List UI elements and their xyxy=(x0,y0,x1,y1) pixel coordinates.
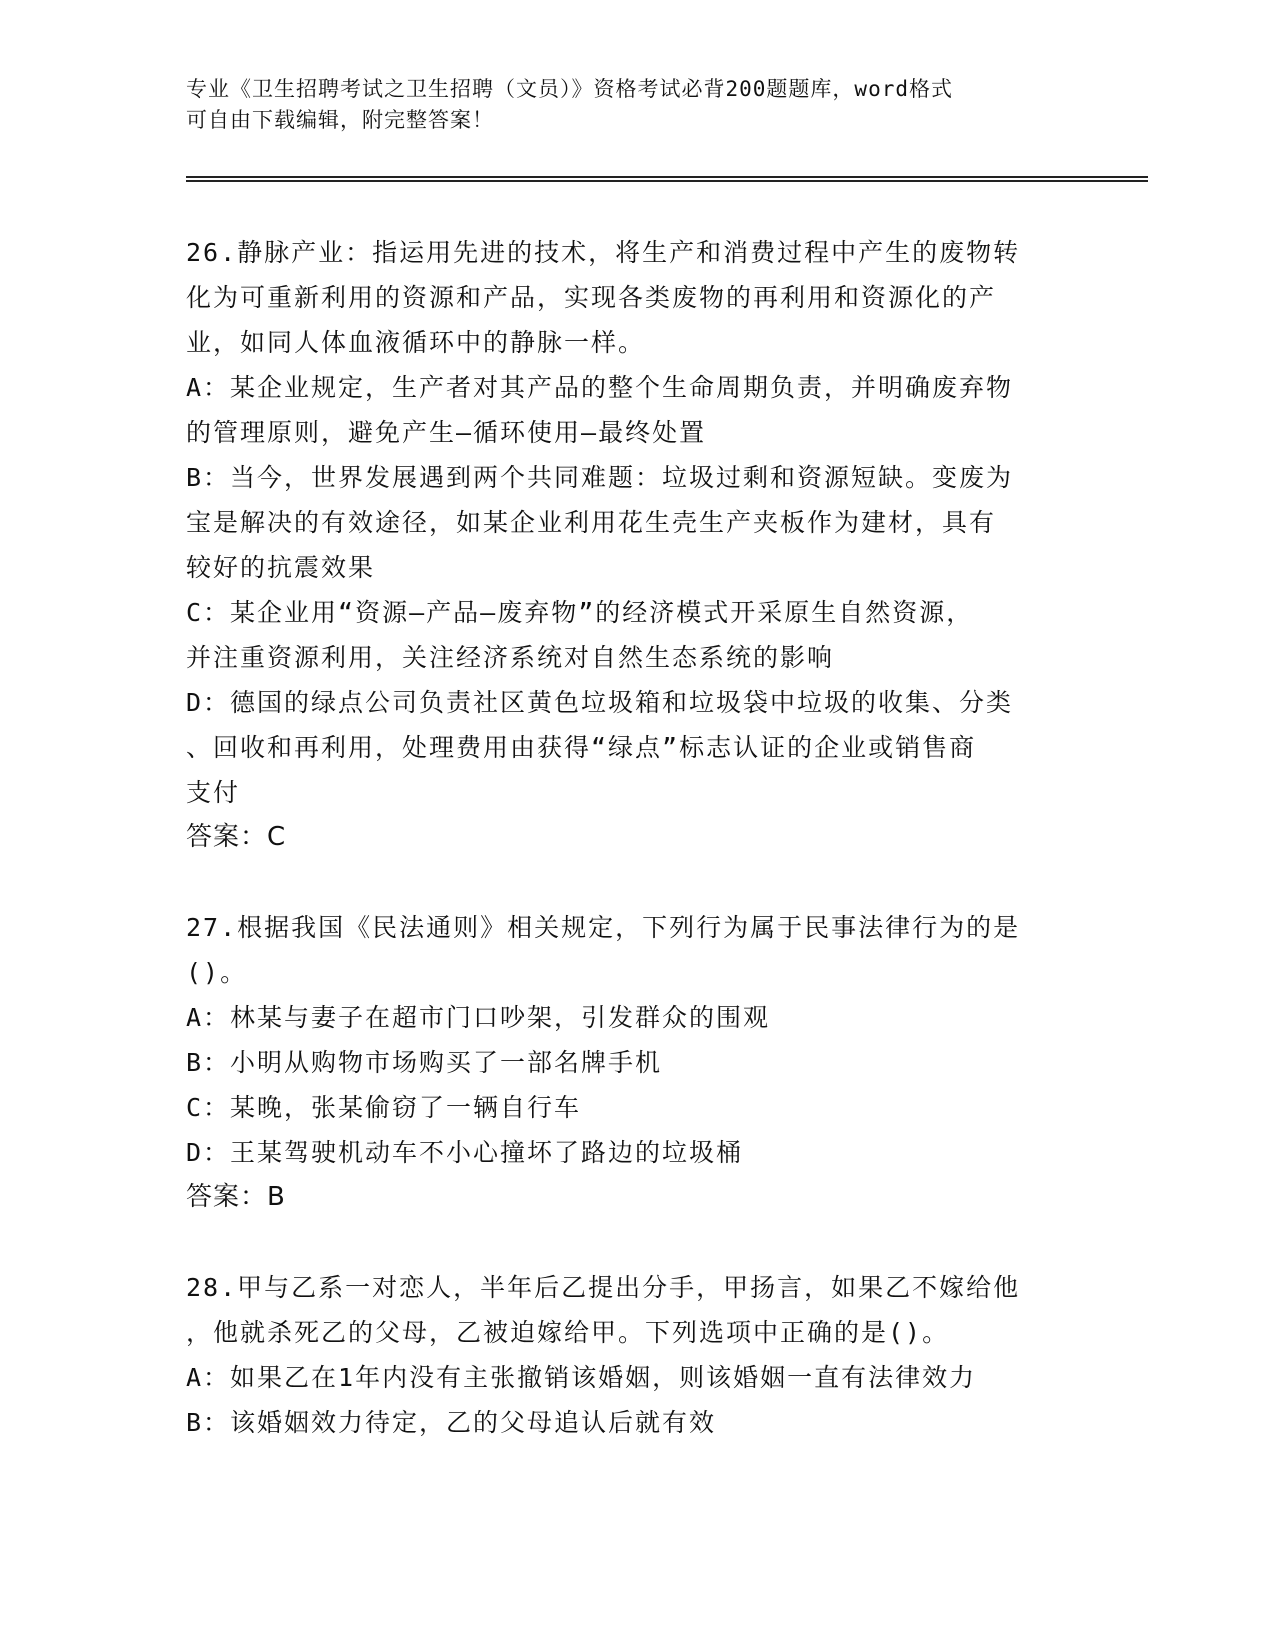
question-spacer xyxy=(186,1220,1086,1265)
option-c-line: C：某晚，张某偷窃了一辆自行车 xyxy=(186,1093,582,1122)
question-stem-line: 26.静脉产业：指运用先进的技术，将生产和消费过程中产生的废物转 xyxy=(186,238,1021,267)
header-title-line-2: 可自由下载编辑，附完整答案！ xyxy=(186,108,494,132)
option-a-line: A：林某与妻子在超市门口吵架，引发群众的围观 xyxy=(186,1003,771,1032)
option-b-line: 宝是解决的有效途径，如某企业利用花生壳生产夹板作为建材，具有 xyxy=(186,508,997,537)
answer-line: 答案：C xyxy=(186,822,287,852)
question-stem-line: ()。 xyxy=(186,958,248,987)
question-28 xyxy=(186,1265,1086,1445)
document-header xyxy=(186,74,1066,136)
answer-line: 答案：B xyxy=(186,1182,286,1212)
option-b-line: B：该婚姻效力待定，乙的父母追认后就有效 xyxy=(186,1408,717,1437)
option-d-line: D：德国的绿点公司负责社区黄色垃圾箱和垃圾袋中垃圾的收集、分类 xyxy=(186,688,1014,717)
option-b-line: B：当今，世界发展遇到两个共同难题：垃圾过剩和资源短缺。变废为 xyxy=(186,463,1014,492)
option-a-line: A：某企业规定，生产者对其产品的整个生命周期负责，并明确废弃物 xyxy=(186,373,1014,402)
question-spacer xyxy=(186,860,1086,905)
option-c-line: 并注重资源利用，关注经济系统对自然生态系统的影响 xyxy=(186,643,835,672)
header-divider xyxy=(186,176,1148,182)
option-d-line: 支付 xyxy=(186,778,241,807)
question-26 xyxy=(186,230,1086,860)
option-b-line: B：小明从购物市场购买了一部名牌手机 xyxy=(186,1048,663,1077)
header-title-line-1: 专业《卫生招聘考试之卫生招聘（文员）》资格考试必背200题题库，word格式 xyxy=(186,77,953,101)
option-b-line: 较好的抗震效果 xyxy=(186,553,376,582)
question-stem-line: 化为可重新利用的资源和产品，实现各类废物的再利用和资源化的产 xyxy=(186,283,997,312)
option-a-line: A：如果乙在1年内没有主张撤销该婚姻，则该婚姻一直有法律效力 xyxy=(186,1363,977,1392)
question-stem-line: 27.根据我国《民法通则》相关规定，下列行为属于民事法律行为的是 xyxy=(186,913,1021,942)
question-stem-line: 业，如同人体血液循环中的静脉一样。 xyxy=(186,328,646,357)
question-stem-line: ，他就杀死乙的父母，乙被迫嫁给甲。下列选项中正确的是()。 xyxy=(186,1318,950,1347)
option-d-line: D：王某驾驶机动车不小心撞坏了路边的垃圾桶 xyxy=(186,1138,744,1167)
option-a-line: 的管理原则，避免产生—循环使用—最终处置 xyxy=(186,418,707,447)
question-27 xyxy=(186,905,1086,1220)
option-d-line: 、回收和再利用，处理费用由获得“绿点”标志认证的企业或销售商 xyxy=(186,733,977,762)
option-c-line: C：某企业用“资源—产品—废弃物”的经济模式开采原生自然资源， xyxy=(186,598,974,627)
question-stem-line: 28.甲与乙系一对恋人，半年后乙提出分手，甲扬言，如果乙不嫁给他 xyxy=(186,1273,1021,1302)
question-list xyxy=(186,230,1086,1445)
